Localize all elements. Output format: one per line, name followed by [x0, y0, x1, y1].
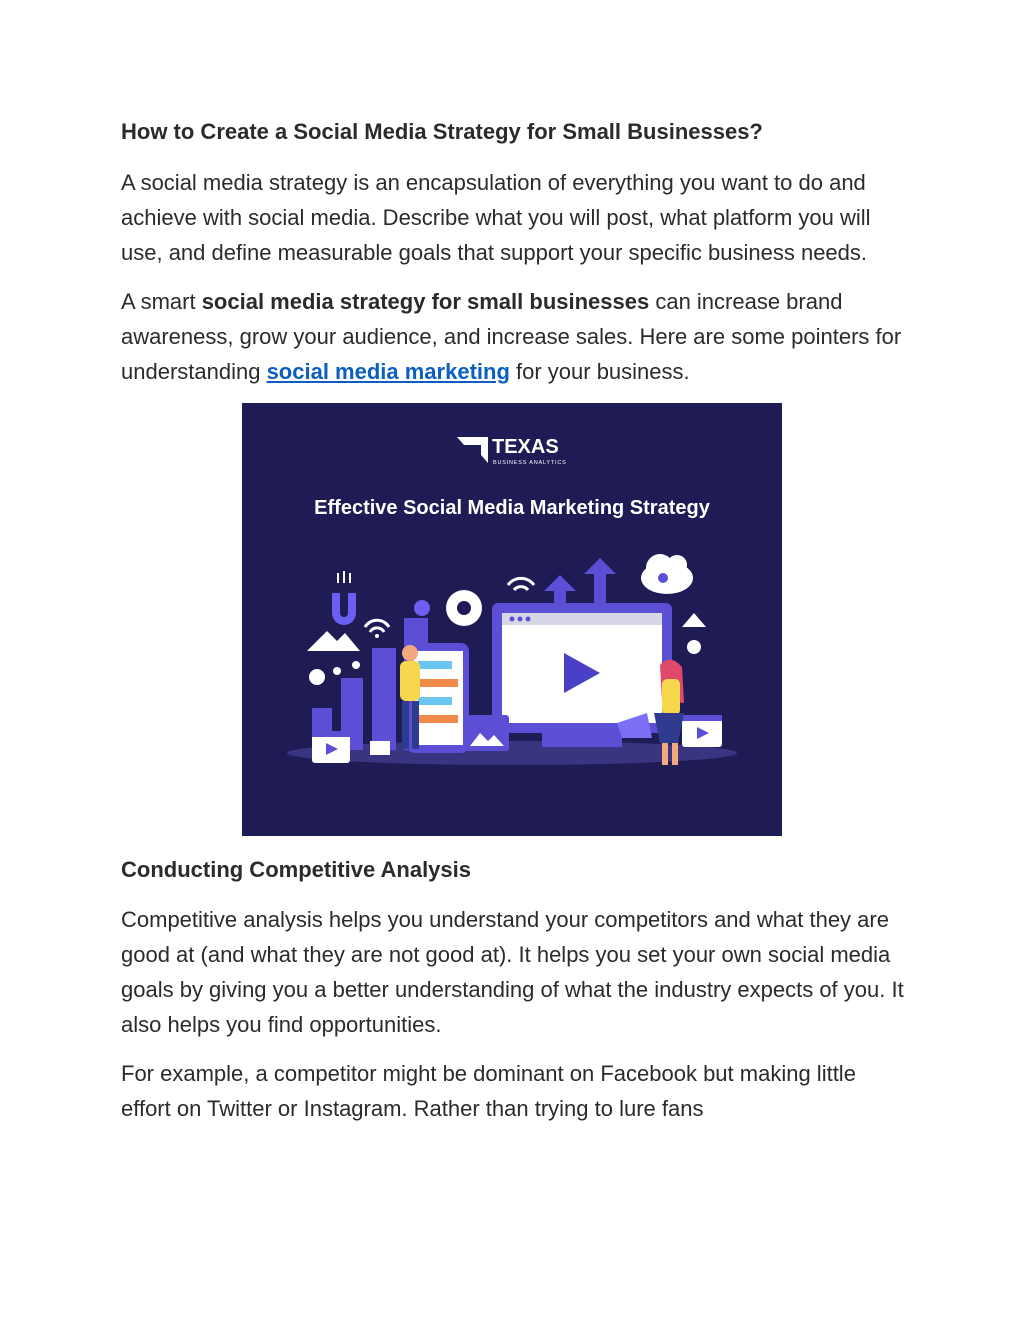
- image-box-icon: [465, 715, 509, 751]
- heart-bubble-icon: [687, 640, 701, 654]
- paragraph-smart-strategy: [121, 284, 911, 389]
- paragraph-text: A smart: [121, 288, 202, 314]
- wifi-icon: [365, 620, 389, 632]
- section-heading-strategy: How to Create a Social Media Strategy for Small Businesses?: [121, 119, 763, 144]
- logo-mark-icon: [457, 437, 488, 463]
- section-heading-competitive: Conducting Competitive Analysis: [121, 856, 472, 882]
- illustration-title: Effective Social Media Marketing Strategy: [314, 496, 710, 519]
- magnet-icon: [332, 571, 356, 625]
- video-box-icon: [682, 715, 722, 747]
- gear-icon: [414, 600, 430, 616]
- paragraph-example: For example, a competitor might be dominant on Facebook but making little effort on Twitter or Instagram. Rather than trying to lure fans: [121, 1061, 856, 1122]
- envelope-icon: [370, 741, 390, 755]
- paragraph-text: for your business.: [509, 358, 690, 384]
- texas-logo: [457, 436, 567, 466]
- heart-bubble-icon: [309, 669, 325, 685]
- mountain-icon: [307, 631, 360, 651]
- social-media-marketing-link[interactable]: social media marketing: [266, 358, 510, 384]
- logo-subtitle: BUSINESS ANALYTICS: [493, 459, 567, 466]
- gear-icon: [446, 590, 482, 626]
- document-page: [121, 118, 911, 1140]
- video-box-icon: [312, 731, 350, 763]
- wifi-icon: [508, 578, 534, 590]
- paragraph-competitive: Competitive analysis helps you understand your competitors and what they are good at (and what they are not good at). It helps you set your own social media goals by giving you a better understanding of what the industry expects of you. It also helps you find opportunities.: [121, 907, 904, 1038]
- strategy-illustration: [242, 403, 782, 836]
- paragraph-intro: A social media strategy is an encapsulation of everything you want to do and achieve with social media. Describe what you will post, what platform you will use, and define measurable goals that support your specific business needs.: [121, 169, 871, 265]
- cloud-icon: [641, 554, 693, 594]
- bold-keyword: social media strategy for small businesses: [201, 288, 650, 314]
- mountain-icon: [682, 613, 706, 627]
- logo-name: TEXAS: [492, 435, 559, 458]
- paragraph-text: can increase brand awareness, grow your audience, and increase sales. Here are some pointers for understanding: [121, 288, 902, 384]
